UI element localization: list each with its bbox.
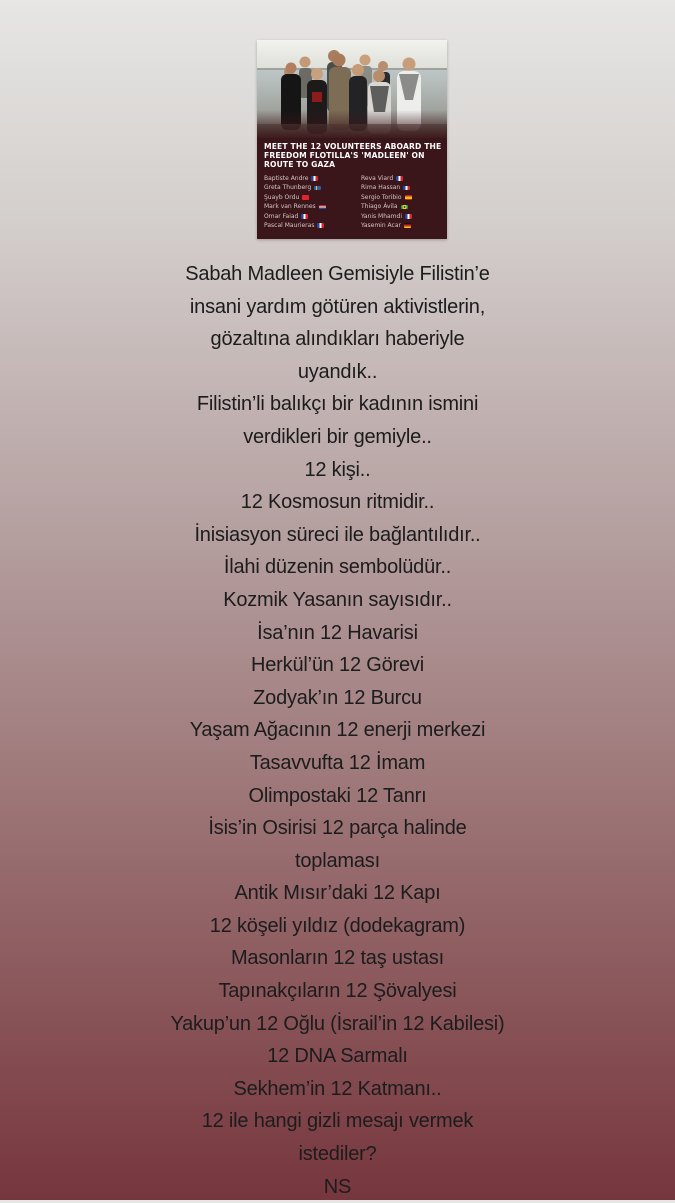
poem-line: Zodyak’ın 12 Burcu [253, 686, 422, 709]
volunteer-item: Greta Thunberg [264, 183, 350, 192]
poem-line: gözaltına alındıkları haberiyle [210, 328, 465, 351]
volunteers-group-photo [257, 40, 447, 138]
france-flag-icon [317, 223, 324, 228]
signature: NS [323, 1175, 352, 1198]
france-flag-icon [403, 186, 410, 191]
france-flag-icon [311, 176, 318, 181]
post-headline: MEET THE 12 VOLUNTEERS ABOARD THE FREEDOM FLOTILLA'S 'MADLEEN' ON ROUTE TO GAZA [264, 142, 442, 169]
shared-post-image[interactable] [257, 40, 447, 239]
volunteer-item: Reva Viard [361, 174, 447, 183]
volunteer-item: Pascal Maurieras [264, 221, 350, 230]
poem-line: Filistin’li balıkçı bir kadının ismini [196, 393, 479, 416]
france-flag-icon [405, 214, 412, 219]
volunteer-item: Yanis Mhamdi [361, 212, 447, 221]
poem-line: Sabah Madleen Gemisiyle Filistin’e [185, 263, 490, 285]
poem-line: 12 Kosmosun ritmidir.. [240, 491, 435, 514]
poem-line: Sekhem’in 12 Katmanı.. [233, 1077, 442, 1100]
volunteer-item: Yasemin Acar [361, 221, 447, 230]
poem-line: Kozmik Yasanın sayısıdır.. [223, 588, 452, 611]
volunteer-item: Omar Faiad [264, 212, 350, 221]
volunteer-item: Rima Hassan [361, 183, 447, 192]
germany-flag-icon [404, 223, 411, 228]
poem-line: İlahi düzenin sembolüdür.. [223, 556, 452, 579]
poem-line: İsa’nın 12 Havarisi [257, 621, 418, 644]
volunteer-item: Thiago Ávila [361, 202, 447, 211]
poem-line: 12 DNA Sarmalı [267, 1045, 408, 1068]
poem-line: Herkül’ün 12 Görevi [251, 654, 424, 677]
poem-line: Masonların 12 taş ustası [230, 947, 445, 970]
poem-line: 12 kişi.. [304, 458, 371, 481]
netherlands-flag-icon [319, 205, 326, 210]
poem-line: 12 ile hangi gizli mesajı vermek [201, 1110, 474, 1133]
poem-line: Tapınakçıların 12 Şövalyesi [218, 980, 457, 1003]
poem-line: istediler? [298, 1143, 377, 1166]
volunteer-list-left [264, 174, 350, 230]
photo-fade [257, 110, 447, 138]
poem-line: Yakup’un 12 Oğlu (İsrail’in 12 Kabilesi) [170, 1012, 505, 1035]
france-flag-icon [396, 176, 403, 181]
poem-line: toplaması [295, 849, 380, 872]
poem-line: İsis’in Osirisi 12 parça halinde [208, 817, 467, 840]
poem-line: Yaşam Ağacının 12 enerji merkezi [189, 719, 486, 742]
volunteer-item: Mark van Rennes [264, 202, 350, 211]
poem-line: insani yardım götüren aktivistlerin, [189, 295, 486, 318]
poem-line: Antik Mısır’daki 12 Kapı [234, 882, 441, 905]
volunteer-item: Şuayb Ordu [264, 193, 350, 202]
volunteer-list-right [361, 174, 447, 230]
poem-line: 12 köşeli yıldız (dodekagram) [209, 914, 466, 937]
poem-text [0, 258, 675, 1203]
brazil-flag-icon [401, 205, 408, 210]
poem-line: verdikleri bir gemiyle.. [243, 425, 432, 448]
poem-line: Olimpostaki 12 Tanrı [248, 784, 427, 807]
spain-flag-icon [405, 195, 412, 200]
volunteer-item: Baptiste Andre [264, 174, 350, 183]
poem-line: uyandık.. [297, 360, 378, 383]
volunteer-item: Sergio Toribio [361, 193, 447, 202]
poem-line: Tasavvufta 12 İmam [249, 751, 426, 774]
france-flag-icon [301, 214, 308, 219]
sweden-flag-icon [314, 186, 321, 191]
poem-line: İnisiasyon süreci ile bağlantılıdır.. [194, 523, 481, 546]
turkey-flag-icon [302, 195, 309, 200]
